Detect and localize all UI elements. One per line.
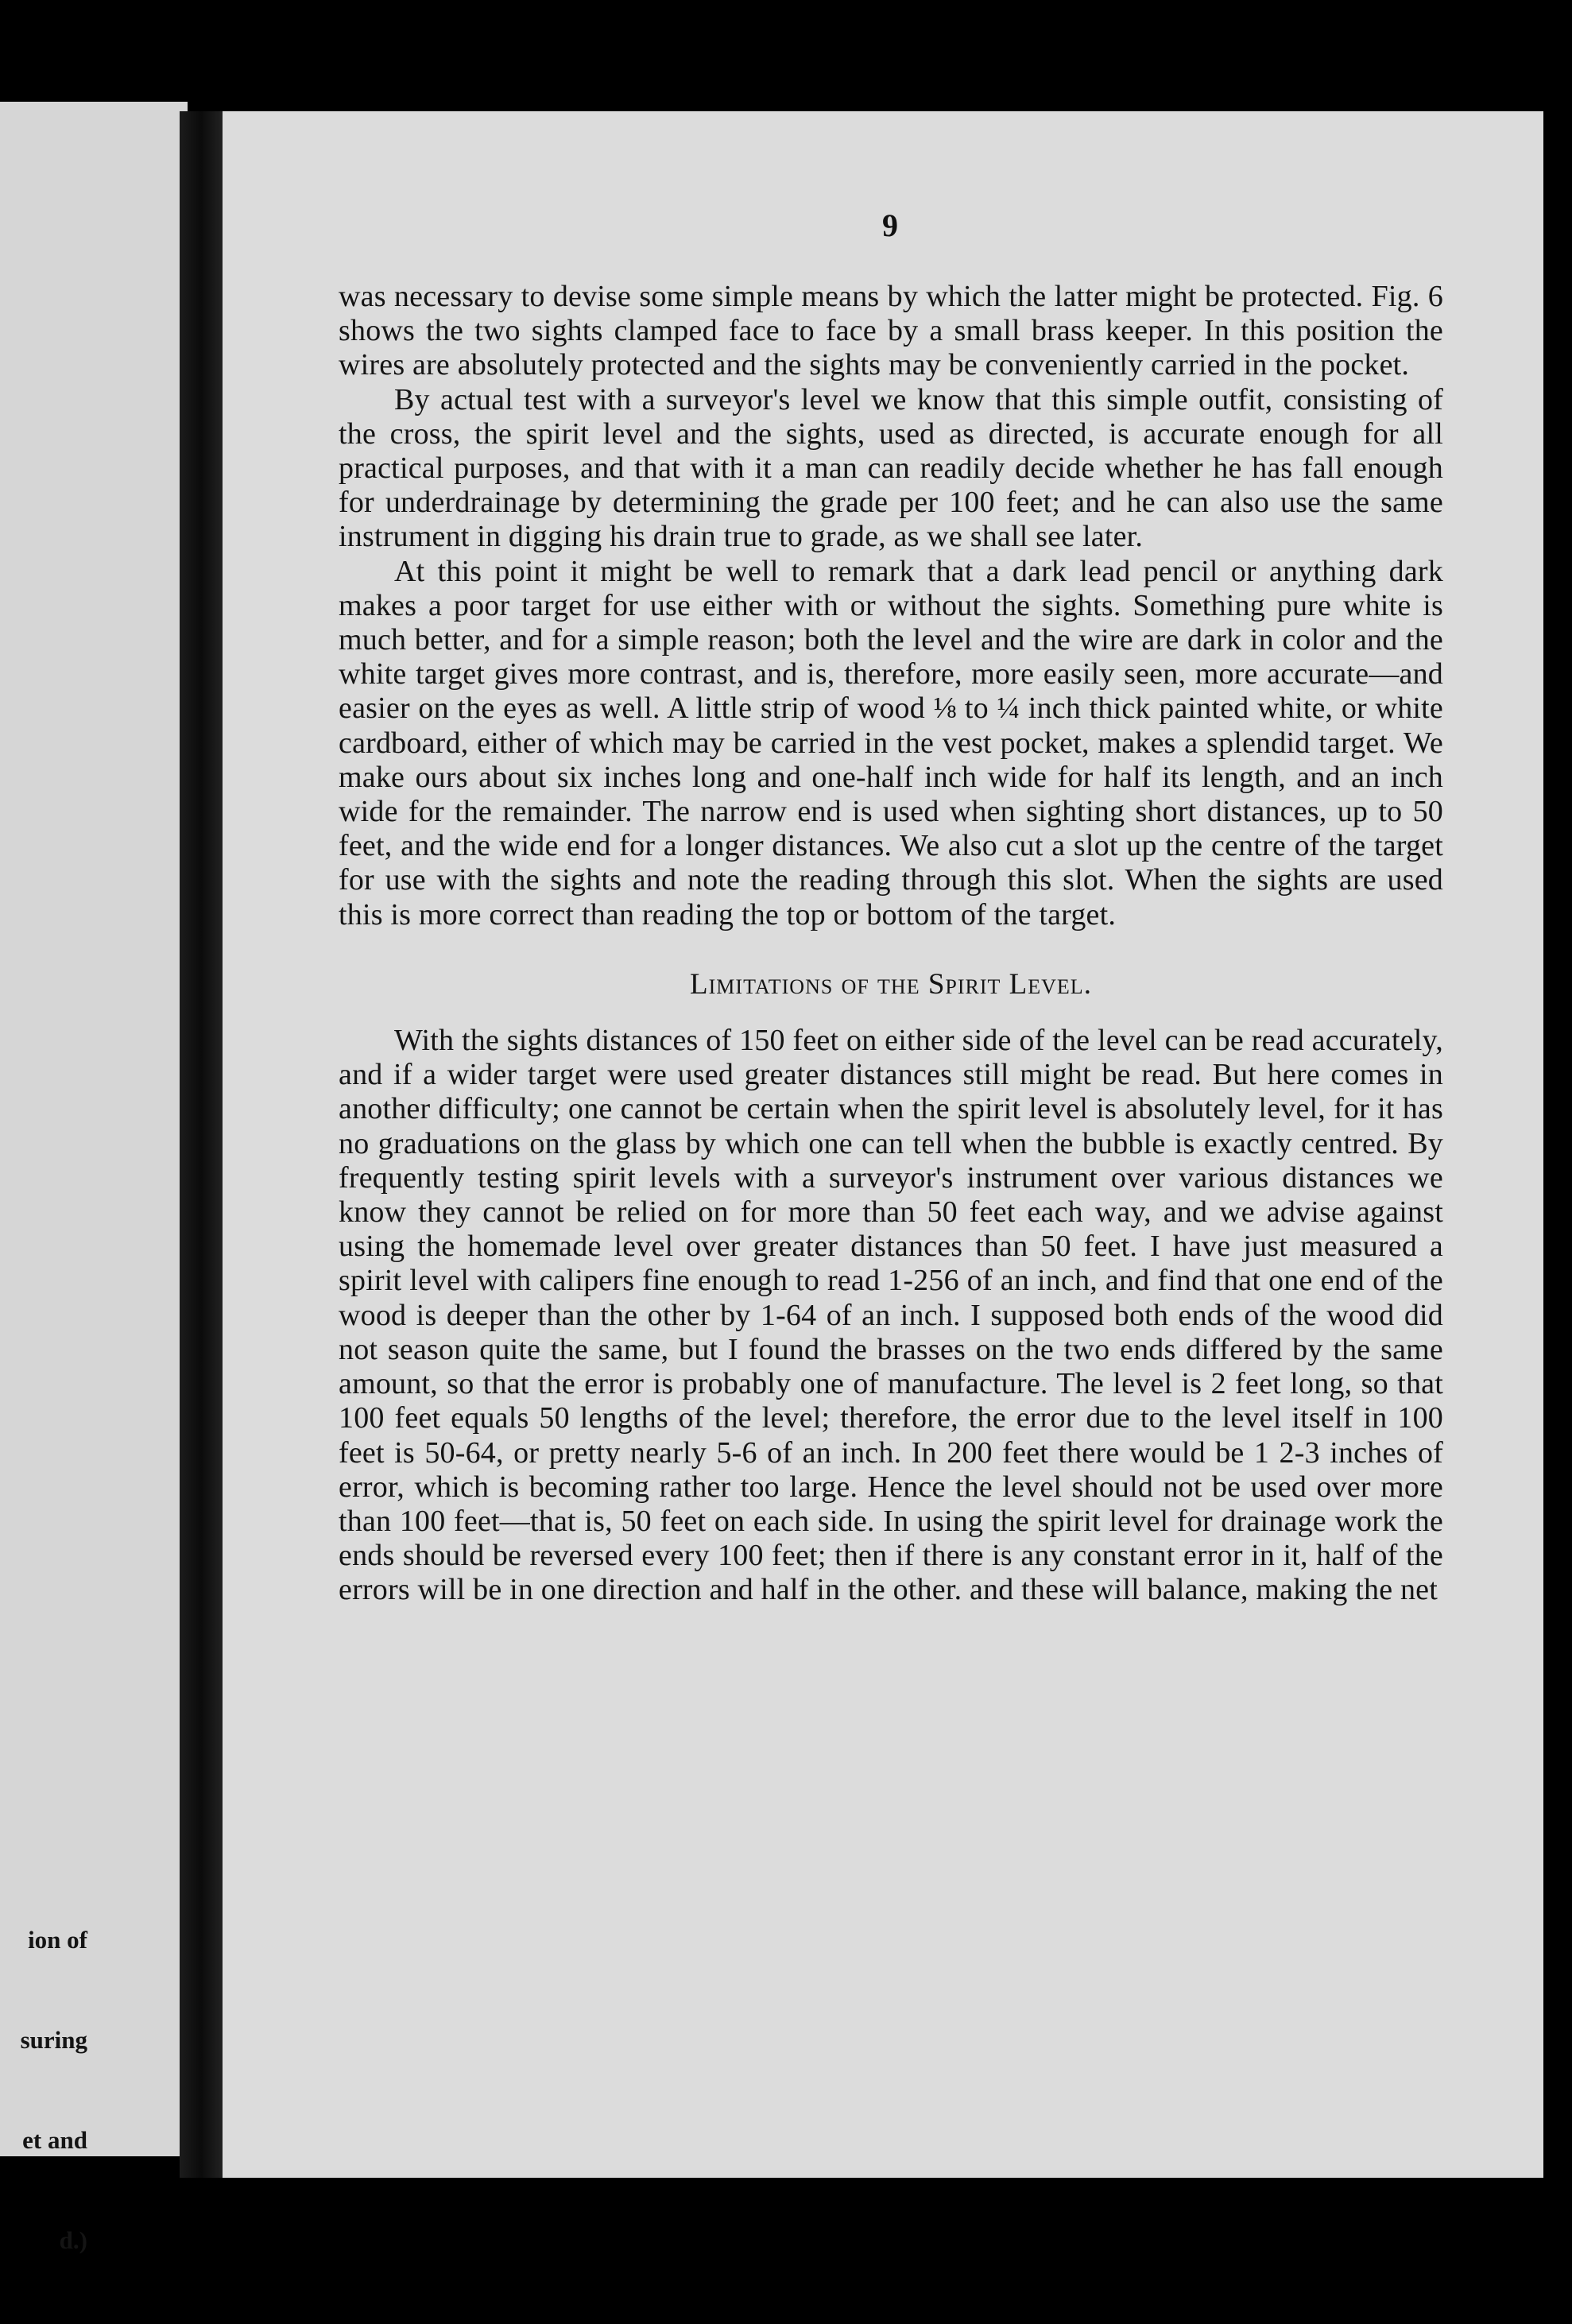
left-fragment-line: ion of	[28, 1926, 87, 1954]
paragraph: By actual test with a surveyor's level we know that this simple outfit, consisting of the cross, the spirit level and the sights, used as directed, is accurate enough for all practical purposes, and that with it a man can readily decide whether he has fall enough for underdrainage by determining the grade per 100 feet; and he can also use the same instrument in digging his drain true to grade, as we shall see later.	[339, 382, 1443, 554]
body-text	[339, 280, 1443, 1608]
section-heading: Limitations of the Spirit Level.	[690, 967, 1092, 1001]
book-gutter	[180, 111, 223, 2178]
left-fragment-line: et and	[22, 2126, 87, 2154]
left-fragment-line: suring	[20, 2026, 87, 2054]
page-number: 9	[882, 207, 898, 243]
paragraph: With the sights distances of 150 feet on either side of the level can be read accurately, and if a wider target were used greater distances still might be read. But here comes in another difficulty; one cannot be certain when the spirit level is absolutely level, for it has no graduations on the glass by which one can tell when the bubble is exactly centred. By frequently testing spirit levels with a surveyor's instrument over various distances we know they cannot be relied on for more than 50 feet each way, and we advise against using the homemade level over greater distances than 50 feet. I have just measured a spirit level with calipers fine enough to read 1-256 of an inch, and find that one end of the wood is deeper than the other by 1-64 of an inch. I supposed both ends of the wood did not season quite the same, but I found the brasses on the two ends differed by the same amount, so that the error is probably one of manufacture. The level is 2 feet long, so that 100 feet equals 50 lengths of the level; therefore, the error due to the level itself in 100 feet is 50-64, or pretty nearly 5-6 of an inch. In 200 feet there would be 1 2-3 inches of error, which is becoming rather too large. Hence the level should not be used over more than 100 feet—that is, 50 feet on each side. In using the spirit level for drainage work the ends should be reversed every 100 feet; then if there is any constant error in it, half of the errors will be in one direction and half in the other. and these will balance, making the net	[339, 1024, 1443, 1607]
paragraph: was necessary to devise some simple means by which the latter might be protected. Fig. 6 shows the two sights clamped face to face by a small brass keeper. In this position the wires are absolutely protected and the sights may be conveniently carried in the pocket.	[339, 280, 1443, 382]
left-page-fragment	[0, 1857, 87, 2324]
left-page-edge	[0, 102, 188, 2254]
left-fragment-line: d.)	[59, 2226, 87, 2254]
paragraph: At this point it might be well to remark that a dark lead pencil or anything dark makes a poor target for use either with or without the sights. Something pure white is much better, and for a simple reason; both the level and the wire are dark in color and the white target gives more contrast, and is, therefore, more easily seen, more accurate—and easier on the eyes as well. A little strip of wood ⅛ to ¼ inch thick painted white, or white cardboard, either of which may be carried in the vest pocket, makes a splendid target. We make ours about six inches long and one-half inch wide for half its length, and an inch wide for the remainder. The narrow end is used when sighting short distances, up to 50 feet, and the wide end for a longer distances. We also cut a slot up the centre of the target for use with the sights and note the reading through this slot. When the sights are used this is more correct than reading the top or bottom of the target.	[339, 554, 1443, 932]
right-page-edge	[1543, 111, 1572, 2182]
